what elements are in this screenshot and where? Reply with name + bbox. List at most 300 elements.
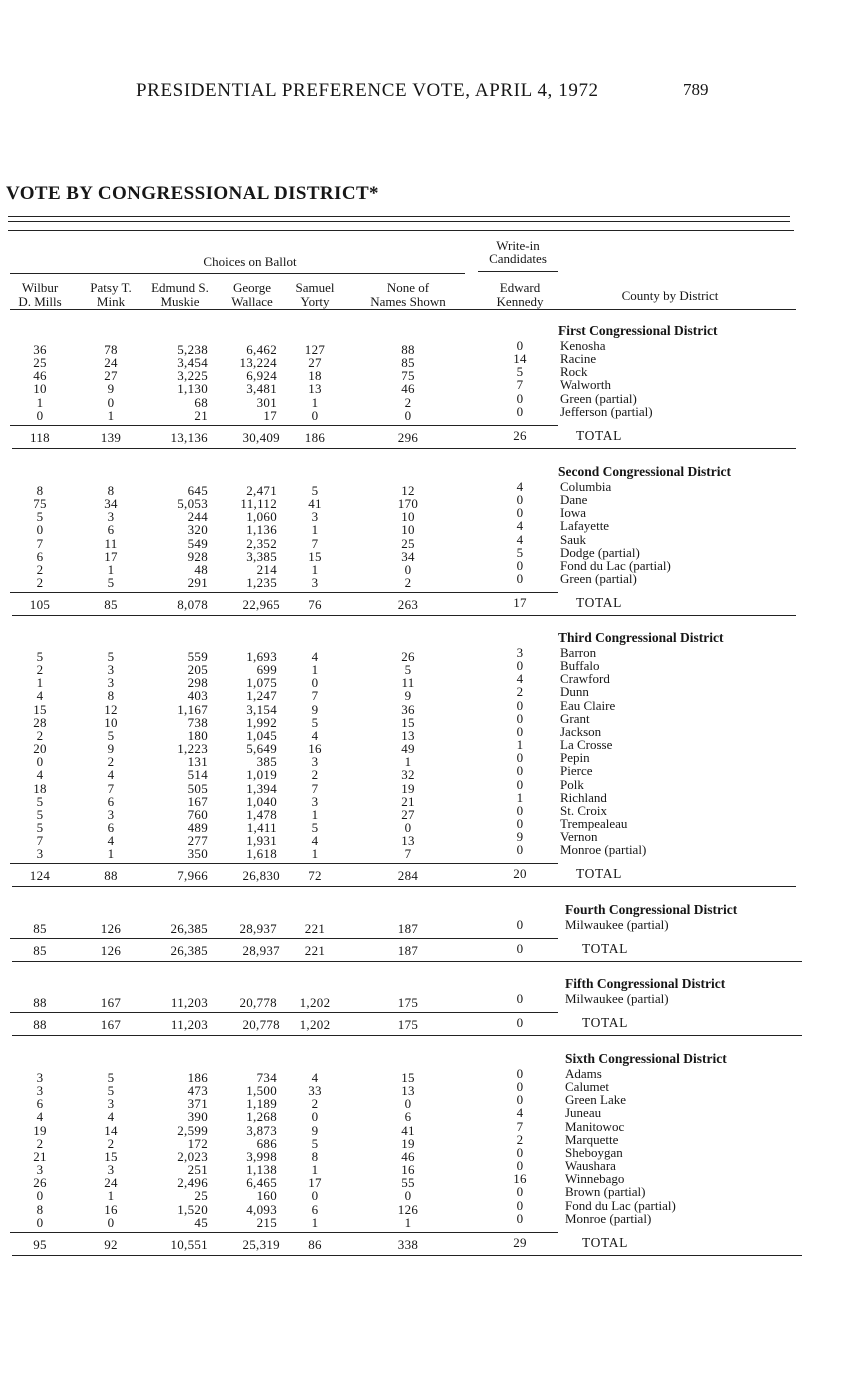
table-cell: 17: [263, 407, 277, 423]
table-cell: 2: [36, 575, 44, 591]
county-name: Grant: [560, 710, 590, 726]
table-cell: 3,873: [246, 1122, 277, 1138]
total-cell: 126: [100, 943, 122, 958]
column-header-line2: Names Shown: [370, 294, 446, 309]
table-cell: 5: [107, 649, 115, 664]
table-cell: 3: [107, 509, 115, 525]
table-cell: 0: [516, 505, 524, 521]
total-cell: 29: [513, 1234, 527, 1250]
table-cell: 3,998: [246, 1148, 277, 1164]
table-cell: 489: [187, 819, 208, 835]
total-cell: 7,966: [177, 868, 208, 884]
column-header-line2: Wallace: [231, 294, 273, 309]
table-cell: 6,465: [246, 1175, 277, 1191]
table-cell: 28: [33, 714, 47, 730]
total-cell: 85: [33, 943, 47, 958]
county-name: Kenosha: [560, 338, 606, 353]
column-header-line1: George: [232, 280, 272, 295]
table-cell: 7: [311, 535, 319, 551]
table-cell: 21: [33, 1148, 47, 1164]
table-cell: 3: [311, 509, 319, 525]
district-end-rule: [12, 886, 796, 887]
table-cell: 0: [107, 394, 115, 410]
table-cell: 6: [107, 819, 115, 835]
total-cell: 118: [30, 429, 50, 445]
total-cell: 25,319: [242, 1236, 280, 1252]
county-name: Sheboygan: [565, 1144, 623, 1160]
table-cell: 126: [397, 1201, 419, 1217]
table-cell: 160: [256, 1188, 277, 1204]
table-cell: 0: [516, 1066, 524, 1081]
table-cell: 0: [516, 1144, 524, 1160]
table-cell: 1,247: [246, 688, 277, 704]
total-cell: 0: [516, 941, 524, 956]
county-name: Green (partial): [560, 571, 637, 587]
subtotal-rule: [10, 592, 558, 593]
table-cell: 12: [104, 701, 118, 717]
table-cell: 9: [311, 701, 319, 717]
table-cell: 1: [311, 662, 319, 678]
table-cell: 0: [516, 571, 524, 587]
table-cell: 301: [256, 394, 277, 410]
table-cell: 15: [33, 701, 47, 717]
table-cell: 26,385: [170, 921, 208, 936]
table-cell: 1,931: [246, 833, 277, 849]
table-cell: 9: [404, 688, 412, 704]
top-rule: [8, 216, 790, 217]
table-cell: 0: [516, 1079, 524, 1095]
total-label: TOTAL: [582, 1015, 628, 1030]
county-name: Dane: [560, 492, 588, 508]
table-cell: 27: [401, 806, 415, 822]
table-cell: 0: [516, 917, 524, 932]
county-name: La Crosse: [560, 737, 613, 753]
table-cell: 0: [516, 802, 524, 818]
table-cell: 699: [256, 662, 277, 678]
table-cell: 6: [404, 1109, 412, 1125]
table-cell: 0: [516, 1092, 524, 1108]
county-name: Trempealeau: [560, 815, 628, 831]
subtotal-rule: [10, 1012, 558, 1013]
table-cell: 0: [311, 675, 319, 691]
table-cell: 0: [516, 710, 524, 726]
district-heading: First Congressional District: [558, 323, 718, 338]
table-cell: 9: [311, 1122, 319, 1138]
total-cell: 72: [308, 868, 322, 884]
county-name: Iowa: [560, 505, 586, 521]
total-cell: 76: [308, 597, 322, 613]
table-cell: 11: [401, 675, 415, 691]
table-cell: 0: [516, 842, 524, 858]
total-cell: 1,202: [299, 1017, 331, 1032]
table-cell: 0: [516, 697, 524, 713]
table-cell: 15: [401, 1070, 415, 1085]
table-cell: 1,992: [246, 714, 277, 730]
subtotal-rule: [10, 863, 558, 864]
column-header-line2: Yorty: [300, 294, 330, 309]
table-cell: 205: [187, 662, 208, 678]
table-cell: 4: [107, 1109, 115, 1125]
table-cell: 3: [36, 1083, 44, 1099]
table-cell: 7: [404, 846, 412, 862]
table-cell: 7: [311, 780, 319, 796]
table-cell: 4: [36, 688, 44, 704]
table-cell: 16: [401, 1162, 415, 1178]
table-cell: 2,023: [177, 1148, 208, 1164]
table-cell: 3,154: [246, 701, 277, 717]
table-cell: 0: [516, 658, 524, 674]
table-cell: 3: [516, 645, 524, 660]
table-cell: 4: [36, 1109, 44, 1125]
table-cell: 13: [401, 727, 415, 743]
table-cell: 1,167: [177, 701, 208, 717]
table-cell: 175: [397, 995, 419, 1010]
table-cell: 5: [404, 662, 412, 678]
table-cell: 214: [256, 561, 277, 577]
county-name: Marquette: [565, 1131, 619, 1147]
table-cell: 17: [104, 548, 118, 564]
table-cell: 0: [404, 819, 412, 835]
table-cell: 131: [187, 754, 208, 770]
subtotal-rule: [10, 425, 558, 426]
total-label: TOTAL: [582, 1234, 628, 1250]
total-cell: 13,136: [170, 429, 208, 445]
total-cell: 17: [513, 595, 527, 611]
table-cell: 13,224: [239, 355, 277, 371]
table-cell: 1: [516, 737, 524, 753]
table-cell: 8: [36, 1201, 44, 1217]
table-cell: 6: [311, 1201, 319, 1217]
table-cell: 1: [311, 394, 319, 410]
table-cell: 2: [311, 1096, 319, 1112]
total-cell: 20,778: [242, 1017, 280, 1032]
column-header-line2: D. Mills: [18, 294, 62, 309]
table-cell: 88: [33, 995, 47, 1010]
column-header-line1: Wilbur: [21, 280, 59, 295]
table-cell: 0: [404, 1096, 412, 1112]
table-cell: 221: [304, 921, 326, 936]
table-cell: 1,130: [177, 381, 208, 397]
table-cell: 928: [187, 548, 208, 564]
table-cell: 6,924: [246, 368, 277, 384]
table-cell: 20: [33, 741, 47, 757]
table-cell: 4: [311, 833, 319, 849]
table-cell: 21: [194, 407, 208, 423]
total-cell: 20: [513, 866, 527, 882]
table-cell: 34: [104, 496, 118, 512]
total-cell: 124: [29, 868, 51, 884]
table-cell: 5: [36, 806, 44, 822]
table-cell: 27: [308, 355, 322, 371]
table-cell: 88: [401, 342, 415, 357]
table-cell: 244: [187, 509, 208, 525]
table-cell: 2: [404, 394, 412, 410]
county-name: Calumet: [565, 1079, 610, 1095]
table-cell: 473: [187, 1083, 208, 1099]
table-cell: 14: [104, 1122, 118, 1138]
total-cell: 26,385: [170, 943, 208, 958]
table-cell: 75: [33, 496, 47, 512]
district-end-rule: [12, 1035, 802, 1036]
total-label: TOTAL: [576, 427, 622, 443]
county-name: Buffalo: [560, 658, 600, 674]
table-cell: 13: [401, 1083, 415, 1099]
district-heading: Third Congressional District: [558, 630, 724, 645]
table-cell: 4: [36, 767, 44, 783]
table-cell: 21: [401, 793, 415, 809]
table-cell: 24: [104, 1175, 118, 1191]
county-name: Milwaukee (partial): [565, 991, 669, 1006]
table-cell: 14: [513, 351, 527, 367]
table-cell: 10: [401, 509, 415, 525]
county-name: Jefferson (partial): [560, 403, 653, 419]
table-cell: 85: [401, 355, 415, 371]
table-cell: 0: [516, 1184, 524, 1200]
table-cell: 9: [516, 829, 524, 845]
total-cell: 92: [104, 1236, 118, 1252]
table-cell: 350: [187, 846, 208, 862]
table-cell: 3: [107, 662, 115, 678]
table-cell: 6: [36, 548, 44, 564]
total-cell: 85: [104, 597, 118, 613]
table-cell: 24: [104, 355, 118, 371]
table-cell: 2: [516, 1131, 524, 1147]
table-cell: 17: [308, 1175, 322, 1191]
total-cell: 86: [308, 1236, 322, 1252]
table-cell: 0: [311, 1109, 319, 1125]
table-cell: 8: [311, 1148, 319, 1164]
total-cell: 105: [29, 597, 51, 613]
table-cell: 0: [311, 1188, 319, 1204]
table-cell: 46: [33, 368, 47, 384]
table-cell: 1: [311, 561, 319, 577]
county-name: Dodge (partial): [560, 544, 640, 560]
county-name: Jackson: [560, 723, 602, 739]
table-cell: 1,693: [246, 649, 277, 664]
table-cell: 5,649: [246, 741, 277, 757]
table-cell: 3,225: [177, 368, 208, 384]
table-cell: 7: [516, 1118, 524, 1134]
table-cell: 1,019: [246, 767, 277, 783]
district-heading: Second Congressional District: [558, 464, 732, 479]
table-cell: 3: [107, 1096, 115, 1112]
table-cell: 8: [36, 483, 44, 498]
table-cell: 0: [36, 407, 44, 423]
table-cell: 167: [100, 995, 122, 1010]
table-cell: 12: [401, 483, 415, 498]
total-cell: 28,937: [242, 943, 280, 958]
column-header-line1: Edmund S.: [151, 280, 209, 295]
table-cell: 6,462: [246, 342, 277, 357]
table-cell: 4: [311, 649, 319, 664]
table-cell: 1,060: [246, 509, 277, 525]
table-cell: 1,268: [246, 1109, 277, 1125]
table-cell: 4: [107, 833, 115, 849]
table-cell: 4: [516, 671, 524, 687]
county-name: St. Croix: [560, 802, 607, 818]
table-cell: 734: [256, 1070, 277, 1085]
table-cell: 1: [516, 789, 524, 805]
table-cell: 0: [516, 1210, 524, 1226]
county-name: Walworth: [560, 377, 611, 393]
table-cell: 371: [187, 1096, 208, 1112]
total-label: TOTAL: [582, 941, 628, 956]
table-cell: 41: [308, 496, 322, 512]
table-cell: 4: [311, 727, 319, 743]
county-name: Pierce: [560, 763, 593, 779]
column-header-line1: Patsy T.: [90, 280, 132, 295]
county-name: Dunn: [560, 684, 589, 700]
column-header-line2: Mink: [96, 294, 126, 309]
table-cell: 75: [401, 368, 415, 384]
table-cell: 3: [311, 754, 319, 770]
table-cell: 3: [107, 1162, 115, 1178]
district-heading: Sixth Congressional District: [565, 1051, 727, 1066]
table-cell: 1,235: [246, 575, 277, 591]
table-cell: 1,189: [246, 1096, 277, 1112]
county-name: Green Lake: [565, 1092, 626, 1108]
table-cell: 1: [107, 846, 115, 862]
county-name: Polk: [560, 776, 584, 792]
table-cell: 2,496: [177, 1175, 208, 1191]
table-cell: 5: [107, 1083, 115, 1099]
table-cell: 3: [107, 806, 115, 822]
table-cell: 27: [104, 368, 118, 384]
table-cell: 26: [401, 649, 415, 664]
table-cell: 0: [36, 522, 44, 538]
table-cell: 7: [36, 833, 44, 849]
county-name: Milwaukee (partial): [565, 917, 669, 932]
table-cell: 1,202: [299, 995, 331, 1010]
total-cell: 11,203: [170, 1017, 208, 1032]
table-cell: 1,040: [246, 793, 277, 809]
table-cell: 5: [36, 509, 44, 525]
table-cell: 25: [401, 535, 415, 551]
table-cell: 2: [36, 1135, 44, 1151]
table-cell: 1: [311, 806, 319, 822]
county-name: Adams: [565, 1066, 602, 1081]
table-cell: 549: [187, 535, 208, 551]
table-cell: 320: [187, 522, 208, 538]
table-cell: 6: [107, 793, 115, 809]
table-cell: 126: [100, 921, 122, 936]
table-cell: 0: [36, 1188, 44, 1204]
table-cell: 3,481: [246, 381, 277, 397]
table-cell: 172: [187, 1135, 208, 1151]
table-cell: 49: [401, 741, 415, 757]
top-rule-2: [8, 221, 790, 222]
table-cell: 4: [107, 767, 115, 783]
subtotal-rule: [10, 938, 558, 939]
county-name: Crawford: [560, 671, 610, 687]
table-cell: 19: [33, 1122, 47, 1138]
total-cell: 175: [397, 1017, 419, 1032]
district-end-rule: [12, 448, 796, 449]
table-cell: 25: [33, 355, 47, 371]
county-name: Winnebago: [565, 1171, 625, 1187]
table-cell: 1,411: [246, 819, 277, 835]
table-cell: 0: [516, 557, 524, 573]
table-cell: 1,136: [246, 522, 277, 538]
total-cell: 10,551: [170, 1236, 208, 1252]
table-cell: 3: [36, 1070, 44, 1085]
table-cell: 1,478: [246, 806, 277, 822]
table-cell: 5: [36, 819, 44, 835]
total-cell: 338: [397, 1236, 419, 1252]
table-cell: 8: [107, 688, 115, 704]
district-end-rule: [12, 1255, 802, 1256]
table-cell: 7: [107, 780, 115, 796]
county-name: Fond du Lac (partial): [565, 1197, 676, 1213]
table-cell: 0: [516, 776, 524, 792]
table-cell: 559: [187, 649, 208, 664]
table-cell: 167: [187, 793, 208, 809]
table-cell: 0: [516, 492, 524, 508]
table-cell: 403: [187, 688, 208, 704]
table-cell: 1,394: [246, 780, 277, 796]
table-cell: 2,599: [177, 1122, 208, 1138]
group-writein-line1: Write-in: [496, 238, 540, 253]
district-end-rule: [12, 961, 802, 962]
table-cell: 3: [311, 793, 319, 809]
table-cell: 15: [401, 714, 415, 730]
section-title: VOTE BY CONGRESSIONAL DISTRICT*: [6, 183, 379, 204]
table-cell: 1: [107, 1188, 115, 1204]
table-cell: 186: [187, 1070, 208, 1085]
total-label: TOTAL: [576, 866, 622, 882]
table-cell: 2: [36, 727, 44, 743]
table-cell: 16: [104, 1201, 118, 1217]
table-cell: 25: [194, 1188, 208, 1204]
table-cell: 2: [107, 754, 115, 770]
table-cell: 1: [36, 394, 44, 410]
table-cell: 738: [187, 714, 208, 730]
table-cell: 4: [311, 1070, 319, 1085]
table-cell: 11,112: [240, 496, 277, 512]
table-cell: 1,138: [246, 1162, 277, 1178]
table-cell: 9: [107, 741, 115, 757]
county-name: Monroe (partial): [560, 842, 647, 858]
table-cell: 78: [104, 342, 118, 357]
table-cell: 170: [397, 496, 419, 512]
table-cell: 26: [33, 1175, 47, 1191]
district-end-rule: [12, 615, 796, 616]
table-cell: 5: [107, 1070, 115, 1085]
table-cell: 85: [33, 921, 47, 936]
table-cell: 1: [107, 561, 115, 577]
table-cell: 0: [516, 991, 524, 1006]
table-cell: 1: [404, 754, 412, 770]
table-cell: 5: [311, 714, 319, 730]
table-cell: 5,238: [177, 342, 208, 357]
table-cell: 7: [516, 377, 524, 393]
table-cell: 5: [311, 819, 319, 835]
table-cell: 0: [516, 338, 524, 353]
table-cell: 127: [304, 342, 326, 357]
table-cell: 11: [104, 535, 118, 551]
county-name: Barron: [560, 645, 597, 660]
total-cell: 221: [304, 943, 326, 958]
total-cell: 187: [397, 943, 419, 958]
group-writein-rule: [478, 271, 558, 272]
table-cell: 8: [107, 483, 115, 498]
table-cell: 18: [33, 780, 47, 796]
column-header-line2: Muskie: [160, 294, 200, 309]
table-cell: 3,454: [177, 355, 208, 371]
table-cell: 13: [308, 381, 322, 397]
table-cell: 15: [308, 548, 322, 564]
table-cell: 3: [311, 575, 319, 591]
